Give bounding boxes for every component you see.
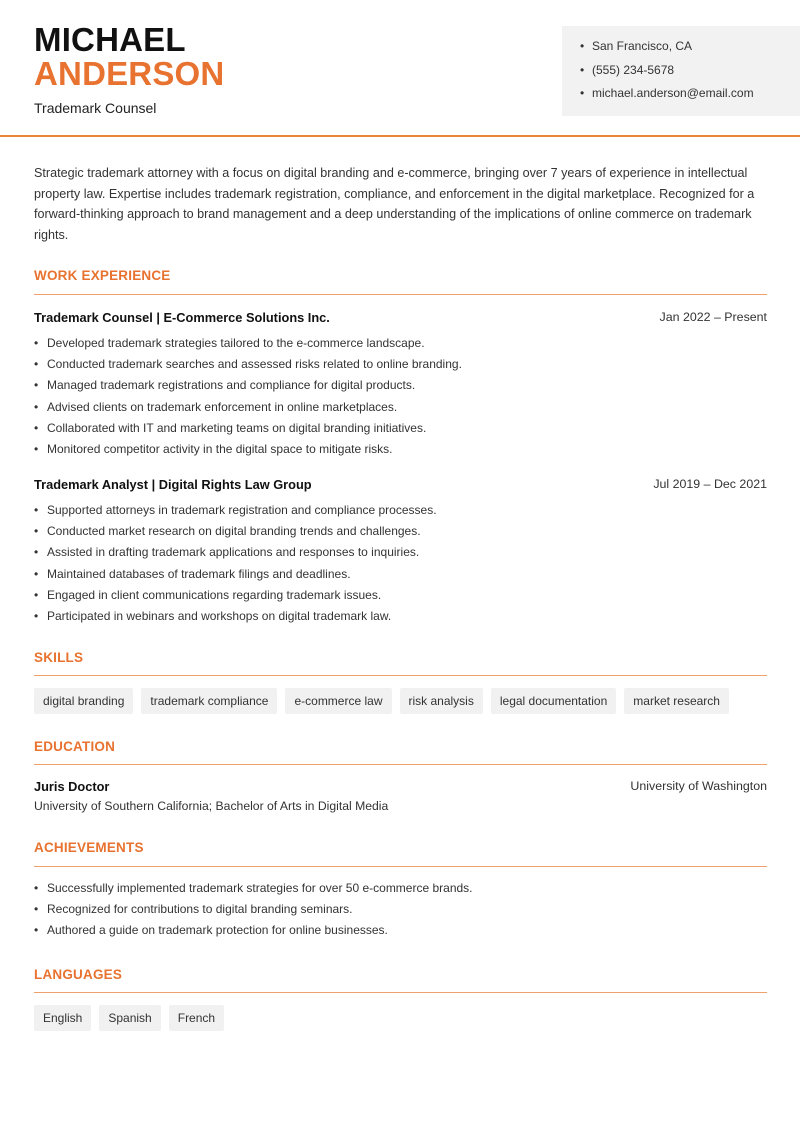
job-1-bullets (34, 336, 462, 463)
list-item: • Maintained databases of trademark filings and deadlines. (34, 566, 351, 581)
job-1-dates: Jan 2022 – Present (659, 310, 767, 324)
bullet-icon: • (580, 86, 585, 100)
education-detail: University of Southern California; Bachelor of Arts in Digital Media (34, 799, 389, 813)
list-item: • Collaborated with IT and marketing teams on digital branding initiatives. (34, 420, 427, 435)
list-item: • Managed trademark registrations and compliance for digital products. (34, 378, 416, 393)
language-tag: Spanish (99, 1005, 160, 1031)
section-title-skills: SKILLS (34, 650, 84, 665)
language-tags (34, 1005, 224, 1031)
section-divider (34, 675, 767, 676)
list-item: • Authored a guide on trademark protection for online businesses. (34, 923, 388, 938)
skill-tag: market research (624, 688, 729, 714)
list-item: • Assisted in drafting trademark applications and responses to inquiries. (34, 545, 420, 560)
contact-email (580, 85, 800, 109)
education-degree: Juris Doctor (34, 779, 110, 794)
education-school: University of Washington (630, 779, 767, 793)
section-title-languages: LANGUAGES (34, 967, 123, 982)
summary-paragraph: Strategic trademark attorney with a focus on digital branding and e-commerce, bringing over 7 years of experience in intellectual property law. Expertise includes trademark registration, compliance, and enforcement in the digital marketplace. Recognized for a forward-thinking approach to brand management and a deep understanding of the implications of online commerce on trademark rights. (34, 166, 755, 243)
contact-location (580, 38, 800, 62)
location-text: San Francisco, CA (592, 39, 693, 53)
bullet-icon: • (580, 39, 585, 53)
section-divider (34, 294, 767, 295)
skill-tag: risk analysis (400, 688, 483, 714)
job-2-title: Trademark Analyst | Digital Rights Law Group (34, 477, 312, 492)
list-item: • Recognized for contributions to digital branding seminars. (34, 902, 353, 917)
contact-box (562, 26, 800, 116)
skill-tag: trademark compliance (141, 688, 277, 714)
list-item: • Supported attorneys in trademark registration and compliance processes. (34, 503, 437, 517)
list-item: • Successfully implemented trademark strategies for over 50 e-commerce brands. (34, 881, 473, 895)
resume-header (0, 0, 800, 137)
list-item: • Conducted market research on digital branding trends and challenges. (34, 524, 421, 539)
contact-phone (580, 62, 800, 86)
section-title-education: EDUCATION (34, 739, 116, 754)
bullet-icon: • (580, 62, 585, 77)
job-2-bullets (34, 503, 437, 630)
section-title-achievements: ACHIEVEMENTS (34, 840, 144, 855)
job-2-dates: Jul 2019 – Dec 2021 (653, 477, 767, 491)
section-title-work: WORK EXPERIENCE (34, 268, 171, 283)
section-divider (34, 866, 767, 867)
skill-tag: e-commerce law (285, 688, 391, 714)
email-text: michael.anderson@email.com (592, 86, 754, 100)
last-name: ANDERSON (34, 55, 225, 92)
skill-tag: legal documentation (491, 688, 616, 714)
list-item: • Conducted trademark searches and assessed risks related to online branding. (34, 357, 462, 372)
phone-text: (555) 234-5678 (592, 62, 675, 77)
job-title-heading: Trademark Counsel (34, 100, 157, 116)
section-divider (34, 992, 767, 993)
language-tag: French (169, 1005, 224, 1031)
list-item: • Advised clients on trademark enforcement in online marketplaces. (34, 399, 398, 414)
section-divider (34, 764, 767, 765)
skills-tags (34, 688, 729, 714)
job-1-title: Trademark Counsel | E-Commerce Solutions Inc. (34, 310, 330, 325)
list-item: • Engaged in client communications regarding trademark issues. (34, 587, 382, 602)
skill-tag: digital branding (34, 688, 133, 714)
list-item: • Monitored competitor activity in the digital space to mitigate risks. (34, 441, 393, 456)
first-name: MICHAEL (34, 21, 186, 58)
list-item: • Developed trademark strategies tailored to the e-commerce landscape. (34, 336, 425, 350)
language-tag: English (34, 1005, 91, 1031)
list-item: • Participated in webinars and workshops on digital trademark law. (34, 608, 392, 623)
achievements-list (34, 881, 473, 945)
